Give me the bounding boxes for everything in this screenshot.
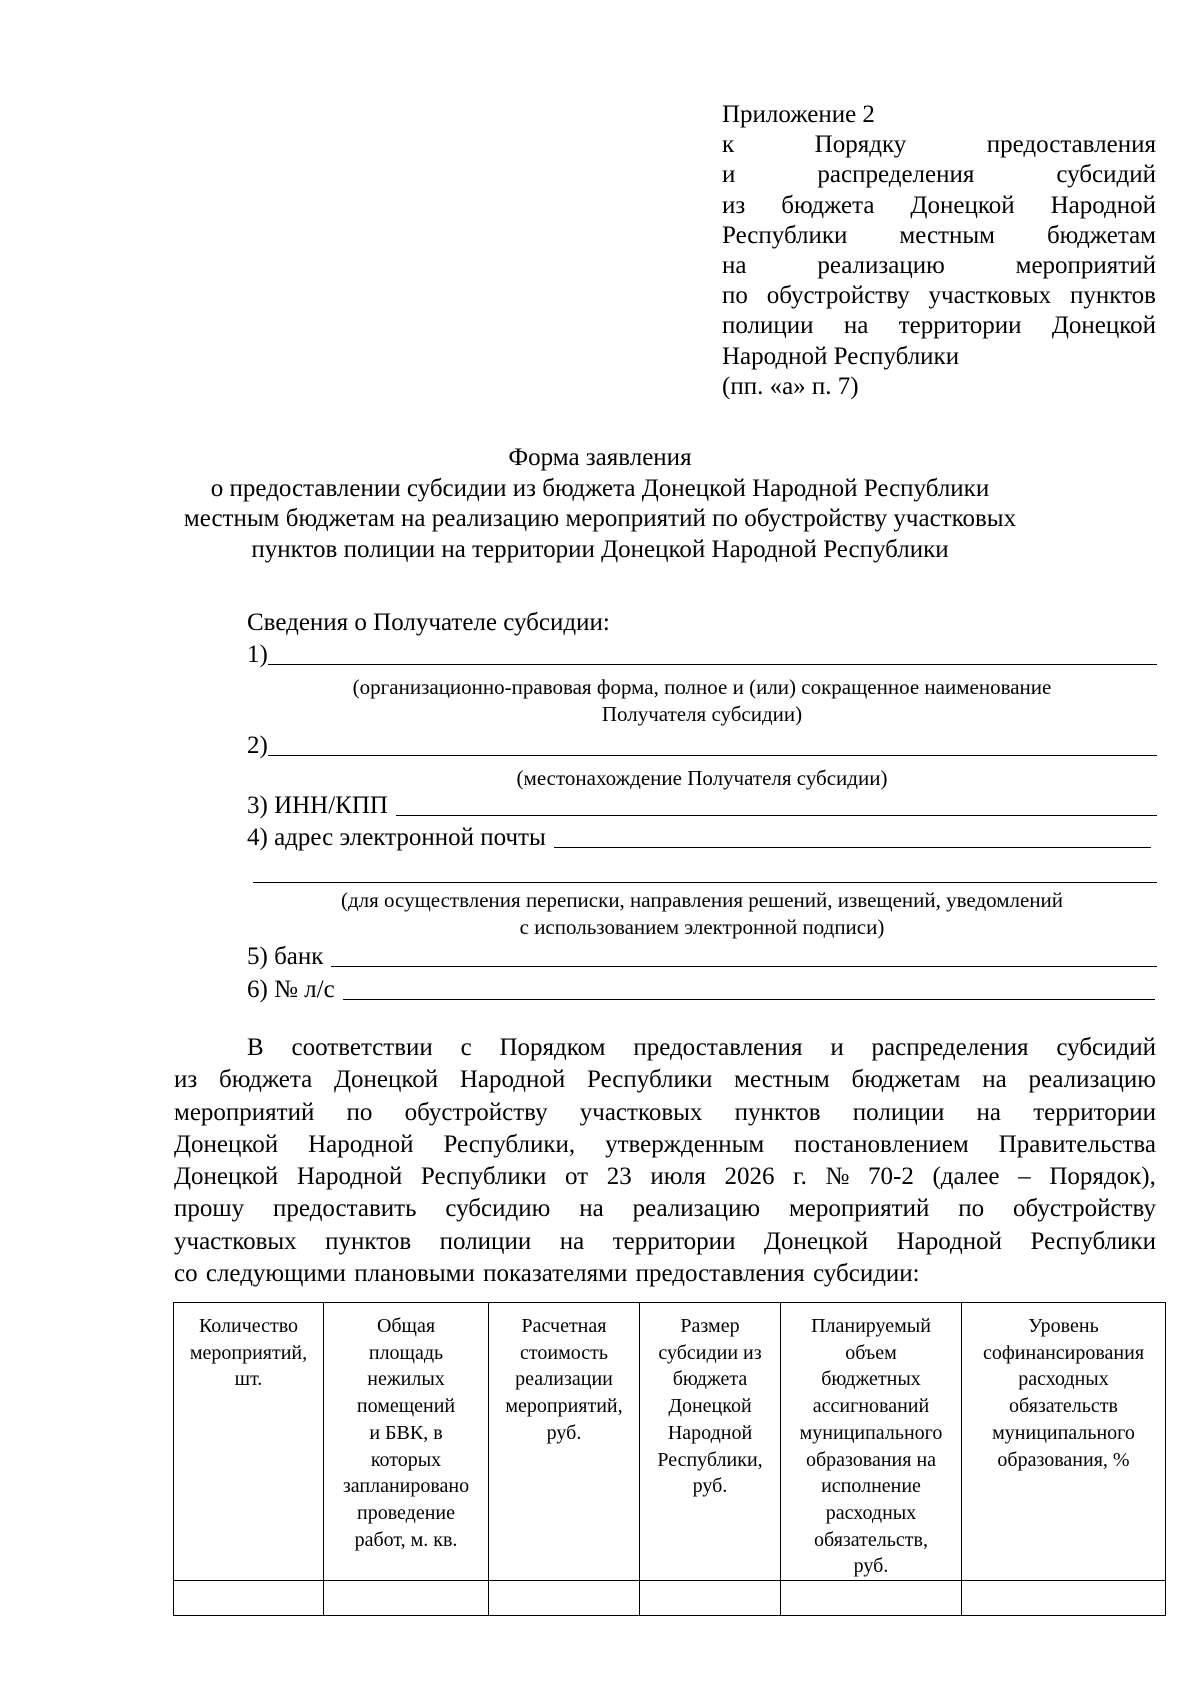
table-cell[interactable] (489, 1581, 640, 1616)
request-paragraph (174, 1032, 1156, 1290)
subsidy-indicators-table (173, 1302, 1166, 1616)
form-title (0, 443, 1200, 565)
field-organization-name[interactable] (247, 640, 1157, 670)
table-header-row (174, 1303, 1166, 1581)
table-row (174, 1581, 1166, 1616)
fill-in-line[interactable] (331, 966, 1157, 967)
field-caption: (местонахождение Получателя субсидии) (516, 766, 888, 790)
fill-in-line[interactable] (396, 815, 1157, 816)
paragraph-line: со следующими плановыми показателями предоставления субсидии: (174, 1260, 920, 1288)
fill-in-line[interactable] (554, 847, 1151, 848)
paragraph-line: Донецкой Народной Республики от 23 июля 2026 г. № 70-2 (далее – Порядок), (174, 1163, 1156, 1191)
appendix-line: Республики местным бюджетам (722, 221, 1156, 249)
title-line: о предоставлении субсидии из бюджета Донецкой Народной Республики (210, 474, 990, 502)
table-cell[interactable] (781, 1581, 962, 1616)
appendix-reference (722, 100, 1156, 402)
column-header-events-count: Количество мероприятий, шт. (174, 1303, 324, 1581)
title-line: Форма заявления (508, 444, 692, 471)
field-label: 5) банк (247, 943, 324, 970)
email-continuation-line[interactable] (253, 882, 1157, 883)
field-label: 3) ИНН/КПП (247, 792, 388, 819)
fill-in-line[interactable] (268, 755, 1157, 756)
field-account-number[interactable] (247, 975, 1157, 1005)
paragraph-line: В соответствии с Порядком предоставления и распределения субсидий (247, 1034, 1156, 1061)
field-caption: (для осуществления переписки, направления решений, извещений, уведомлений с использованием электронной подписи) (340, 888, 1064, 939)
appendix-line: полиции на территории Донецкой (722, 312, 1156, 340)
field-label: 1) (247, 641, 268, 668)
field-label: 6) № л/с (247, 976, 335, 1003)
title-line: пунктов полиции на территории Донецкой Народной Республики (251, 535, 949, 563)
field-location[interactable] (247, 731, 1157, 761)
appendix-line: к Порядку предоставления (722, 131, 1156, 159)
paragraph-line: из бюджета Донецкой Народной Республики местным бюджетам на реализацию (174, 1066, 1156, 1094)
paragraph-line: прошу предоставить субсидию на реализацию мероприятий по обустройству (174, 1195, 1156, 1223)
appendix-line: по обустройству участковых пунктов (722, 282, 1156, 310)
appendix-line: на реализацию мероприятий (722, 251, 1156, 279)
table-cell[interactable] (174, 1581, 324, 1616)
paragraph-line: участковых пунктов полиции на территории Донецкой Народной Республики (174, 1227, 1156, 1255)
paragraph-line: Донецкой Народной Республики, утвержденным постановлением Правительства (174, 1130, 1156, 1158)
table-cell[interactable] (324, 1581, 489, 1616)
field-email[interactable] (247, 823, 1157, 853)
appendix-line: из бюджета Донецкой Народной (722, 191, 1156, 219)
table-cell[interactable] (640, 1581, 781, 1616)
fill-in-line[interactable] (343, 999, 1155, 1000)
field-label: 2) (247, 732, 268, 759)
column-header-estimated-cost: Расчетная стоимость реализации мероприятий, руб. (489, 1303, 640, 1581)
field-caption: (организационно-правовая форма, полное и (или) сокращенное наименование Получателя субсидии) (352, 675, 1052, 726)
paragraph-line: мероприятий по обустройству участковых пунктов полиции на территории (174, 1098, 1156, 1126)
field-label: 4) адрес электронной почты (247, 824, 546, 851)
column-header-planned-budget: Планируемый объем бюджетных ассигнований муниципального образования на исполнение расходных обязательств, руб. (781, 1303, 962, 1581)
appendix-line: Народной Республики (722, 342, 960, 370)
fill-in-line[interactable] (268, 664, 1157, 665)
appendix-line: (пп. «а» п. 7) (722, 372, 859, 400)
field-inn-kpp[interactable] (247, 791, 1157, 821)
field-bank[interactable] (247, 942, 1157, 972)
recipient-heading: Сведения о Получателе субсидии: (247, 609, 610, 636)
appendix-line: Приложение 2 (722, 101, 875, 128)
table-cell[interactable] (962, 1581, 1166, 1616)
column-header-cofinancing-level: Уровень софинансирования расходных обязательств муниципального образования, % (962, 1303, 1166, 1581)
column-header-area: Общая площадь нежилых помещений и БВК, в которых запланировано проведение работ, м. кв. (324, 1303, 489, 1581)
title-line: местным бюджетам на реализацию мероприятий по обустройству участковых (183, 505, 1017, 532)
column-header-subsidy-amount: Размер субсидии из бюджета Донецкой Народной Республики, руб. (640, 1303, 781, 1581)
appendix-line: и распределения субсидий (722, 161, 1156, 189)
